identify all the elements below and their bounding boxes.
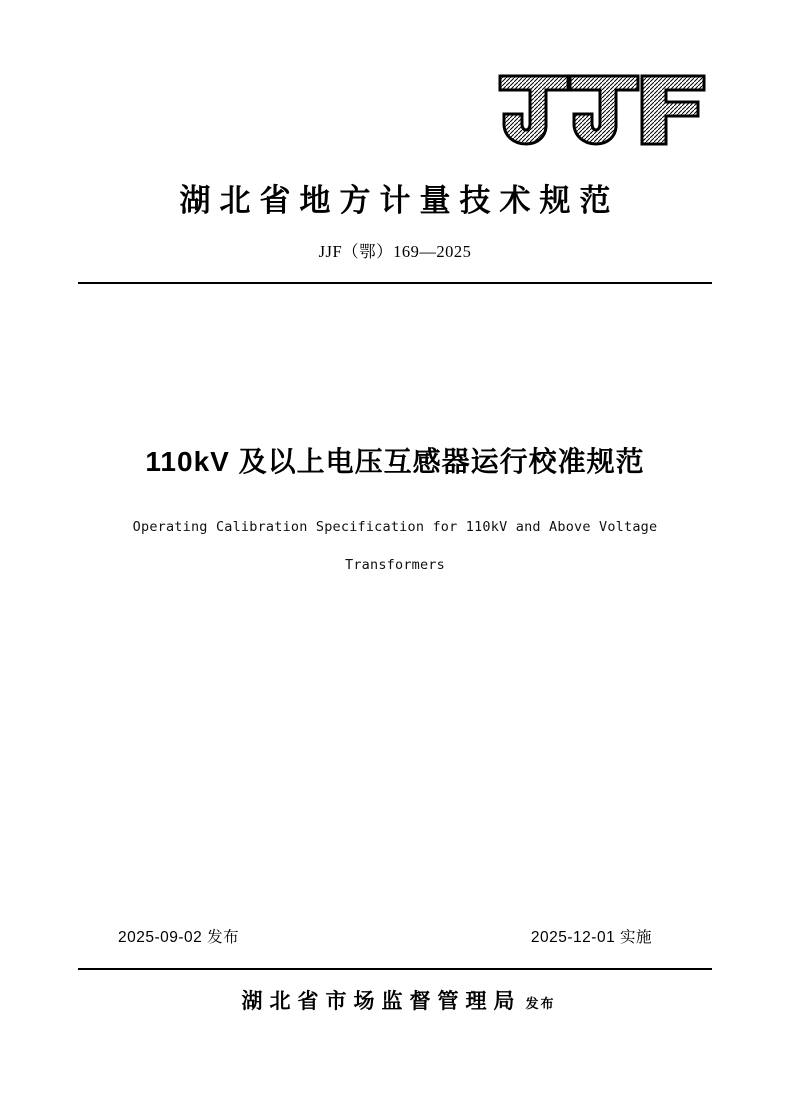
page-title: 110kV 及以上电压互感器运行校准规范 xyxy=(145,446,645,477)
date-row xyxy=(78,925,712,947)
issue-date: 2025-09-02 发布 xyxy=(118,929,240,946)
footer-divider xyxy=(78,968,712,970)
page-title-english-line1: Operating Calibration Specification for 110kV and Above Voltage xyxy=(132,519,658,535)
jjf-logo xyxy=(482,70,712,152)
standard-code: JJF（鄂）169—2025 xyxy=(318,242,472,261)
issue-verb: 发布 xyxy=(525,996,556,1011)
effective-date: 2025-12-01 实施 xyxy=(530,929,652,946)
page-title-english-line2: Transformers xyxy=(345,557,445,573)
issuer-line xyxy=(0,985,790,1015)
issuer-name: 湖北省市场监督管理局 xyxy=(241,989,522,1013)
jjf-logo-icon xyxy=(490,70,712,150)
standard-series-title: 湖北省地方计量技术规范 xyxy=(179,183,620,218)
page-title-english xyxy=(95,508,695,584)
header-divider xyxy=(78,282,712,284)
